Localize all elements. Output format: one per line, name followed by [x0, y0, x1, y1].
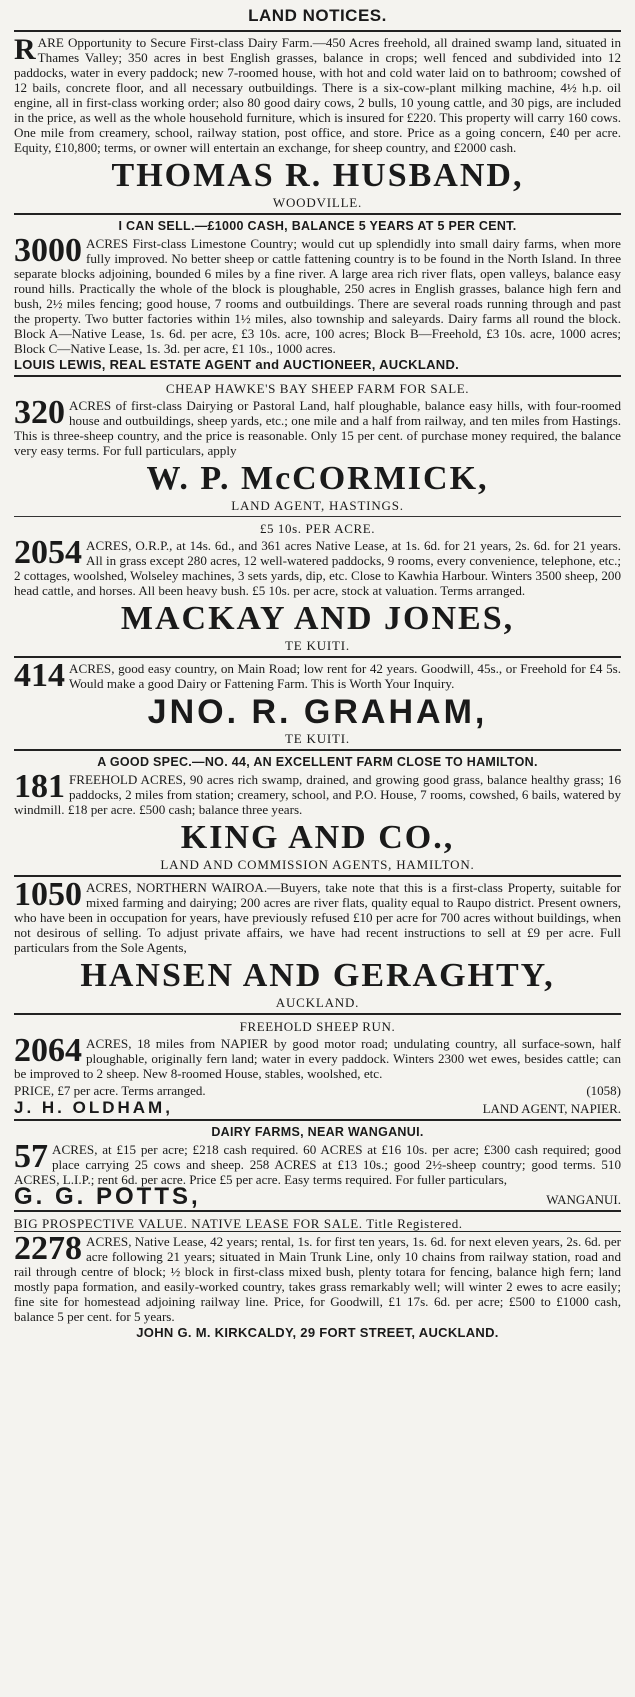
ad-mackay	[14, 521, 621, 653]
divider	[14, 1210, 621, 1212]
acreage-figure: 57	[14, 1138, 48, 1175]
ad-kicker: FREEHOLD SHEEP RUN.	[239, 1019, 396, 1034]
advertiser-footline	[14, 1183, 621, 1210]
ad-body: ARE Opportunity to Secure First-class Dairy Farm.—450 Acres freehold, all drained swamp land, situated in Thames Valley; 350 acres in best English grasses, balance in crops; well fenced and subdivided into 12 paddocks, water in every paddock; new 7-roomed house, with hot and cold water laid on to bathroom; cowshed of 12 bails, concrete floor, and all necessary outbuildings. There is a six-cow-plant milking machine, 4½ h.p. oil engine, all in first-class working order; also 80 good dairy cows, 2 bulls, 10 young cattle, and 30 pigs, are included in the price, as well as the whole household furniture, which is insured for £220. This property will carry 160 cows. One mile from creamery, school, railway station, post office, and store. Price as a going concern, £40 per acre. Equity, £10,800; terms, or owner will entertain an exchange, for sheep country, and £2000 cash.	[14, 35, 621, 155]
ad-body: ACRES, 18 miles from NAPIER by good motor road; undulating country, all surface-sown, half ploughable, originally fern land; water in every paddock. Winters 2300 wet ewes, besides cattle; can be improved to 2 sheep. New 8-roomed House, stables, woolshed, etc.	[14, 1036, 621, 1081]
ad-kicker: I CAN SELL.—£1000 CASH, BALANCE 5 YEARS AT 5 PER CENT.	[118, 219, 517, 233]
ad-hansen	[14, 876, 621, 1010]
acreage-figure: 320	[14, 394, 65, 431]
advertiser-signoff: LOUIS LEWIS, REAL ESTATE AGENT and AUCTIONEER, AUCKLAND.	[14, 357, 460, 372]
acreage-figure: 414	[14, 657, 65, 694]
acreage-figure: 2278	[14, 1230, 82, 1267]
divider	[14, 1119, 621, 1121]
advertiser-place: TE KUITI.	[285, 731, 350, 746]
acreage-figure: 3000	[14, 232, 82, 269]
divider	[14, 749, 621, 751]
advertiser-place: LAND AGENT, NAPIER.	[482, 1101, 621, 1116]
advertiser-signoff: JOHN G. M. KIRKCALDY, 29 FORT STREET, AUCKLAND.	[136, 1325, 499, 1340]
section-title: LAND NOTICES.	[248, 6, 387, 25]
acreage-figure: 1050	[14, 876, 82, 913]
advertiser-name: HANSEN AND GERAGHTY,	[80, 957, 555, 994]
ad-kicker: A GOOD SPEC.—NO. 44, AN EXCELLENT FARM CLOSE TO HAMILTON.	[97, 755, 538, 769]
ad-kirkcaldy	[14, 1216, 621, 1340]
advertiser-name: W. P. McCORMICK,	[146, 460, 489, 497]
ad-body: FREEHOLD ACRES, 90 acres rich swamp, drained, and growing good grass, balance healthy grass; 16 paddocks, 2 miles from station; creamery, school, and P.O. House, 7 rooms, cowshed, 6 bails, watered by windmill. £18 per acre. £500 cash; balance three years.	[14, 772, 621, 817]
divider	[14, 656, 621, 658]
acreage-figure: 2054	[14, 534, 82, 571]
advertiser-name: THOMAS R. HUSBAND,	[111, 157, 524, 194]
advertiser-place: WOODVILLE.	[272, 195, 363, 210]
divider	[14, 30, 621, 32]
advertiser-name: JNO. R. GRAHAM,	[147, 693, 488, 731]
acreage-figure: 181	[14, 768, 65, 805]
advertiser-place: WANGANUI.	[546, 1192, 621, 1207]
drop-cap: R	[14, 33, 36, 66]
advertiser-footline	[14, 1100, 621, 1116]
advertiser-name: J. H. OLDHAM,	[14, 1098, 173, 1117]
ad-graham	[14, 657, 621, 746]
ad-king	[14, 755, 621, 872]
advertiser-place: LAND AND COMMISSION AGENTS, HAMILTON.	[160, 857, 475, 872]
ad-body: ACRES, Native Lease, 42 years; rental, 1s. for first ten years, 1s. 6d. for next eleven years, 2s. 6d. per acre following 21 years; situated in Main Trunk Line, only 10 chains from railway station, road and rail through centre of block; ½ block in first-class mixed bush, plenty totara for fencing, balance high fern; land mostly papa formation, and easily-worked country, takes grass remarkably well; will winter 2 ewes to acre easily; fine site for homestead adjoining railway line. Price, for Goodwill, £1 17s. 6d. per acre; £500 to £1000 cash, balance 5 per cent. for 5 years.	[14, 1234, 621, 1324]
divider	[14, 516, 621, 517]
land-notices-page	[14, 0, 621, 1340]
ad-body: ACRES, at £15 per acre; £218 cash required. 60 ACRES at £16 10s. per acre; £300 cash required; good place carrying 25 cows and sheep. 258 ACRES at £13 10s.; good 2½-sheep country; good terms. 510 ACRES, L.I.P.; rent 6d. per acre. Price £5 per acre. Easy terms required. For fuller particulars,	[14, 1142, 621, 1187]
ad-kicker: BIG PROSPECTIVE VALUE. NATIVE LEASE FOR SALE. Title Registered.	[14, 1216, 621, 1232]
advertiser-name: G. G. POTTS,	[14, 1183, 201, 1210]
ad-body: ACRES, good easy country, on Main Road; low rent for 42 years. Goodwill, 45s., or Freehold for £4 5s. Would make a good Dairy or Fattening Farm. This is Worth Your Inquiry.	[69, 661, 621, 691]
ad-potts	[14, 1125, 621, 1210]
ad-oldham	[14, 1019, 621, 1116]
ad-husband	[14, 35, 621, 210]
ad-body: ACRES First-class Limestone Country; would cut up splendidly into small dairy farms, when more fully improved. No better sheep or cattle fattening country is to be found in the North Island. In three separate blocks adjoining, bounded 6 miles by a fine river. A large area rich river flats, open valleys, balance easy round hills. Practically the whole of the block is ploughable, 250 acres in English grasses, balance high fern and bush, 2½ miles fencing; good house, 7 rooms and outbuildings. There are several roads running through and past the property. Two butter factories within 1½ miles, also township and saleyards. Dairy farms all round the block. Block A—Native Lease, 1s. 6d. per acre, £3 10s. acre, 100 acres; Block B—Freehold, £3 10s. acre, 1000 acres; Block C—Native Lease, 1s. 3d. per acre, £1 10s., 1000 acres.	[14, 236, 621, 356]
ad-lewis	[14, 219, 621, 372]
advertiser-name: MACKAY AND JONES,	[120, 600, 515, 637]
divider	[14, 375, 621, 377]
price-terms: PRICE, £7 per acre. Terms arranged.	[14, 1083, 206, 1098]
ad-kicker: DAIRY FARMS, NEAR WANGANUI.	[211, 1125, 424, 1139]
price-line	[14, 1083, 621, 1098]
ad-kicker: £5 10s. PER ACRE.	[259, 521, 376, 536]
ad-body: ACRES, NORTHERN WAIROA.—Buyers, take note that this is a first-class Property, suitable for mixed farming and dairying; 200 acres are river flats, quality equal to Raupo district. Present owners, who have been in occupation for years, have previously refused £10 per acre for 700 acres without buildings, when not desirous of selling. To adjust private affairs, we have had recent instructions to sell at £9 per acre. Full particulars from the Sole Agents,	[14, 880, 621, 955]
ad-reference: (1058)	[586, 1083, 621, 1098]
ad-mccormick	[14, 381, 621, 513]
divider	[14, 875, 621, 877]
ad-kicker: CHEAP HAWKE'S BAY SHEEP FARM FOR SALE.	[165, 381, 470, 396]
ad-body: ACRES, O.R.P., at 14s. 6d., and 361 acres Native Lease, at 1s. 6d. for 21 years, 2s. 6d. for 21 years. All in grass except 280 acres, 12 well-watered paddocks, 9 rooms, every convenience, telephone, etc.; 2 cottages, woolshed, Wolseley machines, 3 sets yards, dip, etc. Close to Kawhia Harbour. Winters 3500 sheep, 200 head cattle, and horses. All been heavy bush. £5 10s. per acre, stock at valuation. Terms arranged.	[14, 538, 621, 598]
advertiser-name: KING AND CO.,	[180, 819, 455, 856]
advertiser-place: TE KUITI.	[285, 638, 350, 653]
divider	[14, 213, 621, 215]
advertiser-place: AUCKLAND.	[275, 995, 360, 1010]
acreage-figure: 2064	[14, 1032, 82, 1069]
divider	[14, 1013, 621, 1015]
ad-body: ACRES of first-class Dairying or Pastoral Land, half ploughable, balance easy hills, with four-roomed house and outbuildings, sheep yards, etc.; one mile and a half from railway, and ten miles from Hastings. This is three-sheep country, and the price is reasonable. Only 15 per cent. of purchase money required, the balance very easy terms. For full particulars, apply	[14, 398, 621, 458]
advertiser-place: LAND AGENT, HASTINGS.	[231, 498, 404, 513]
